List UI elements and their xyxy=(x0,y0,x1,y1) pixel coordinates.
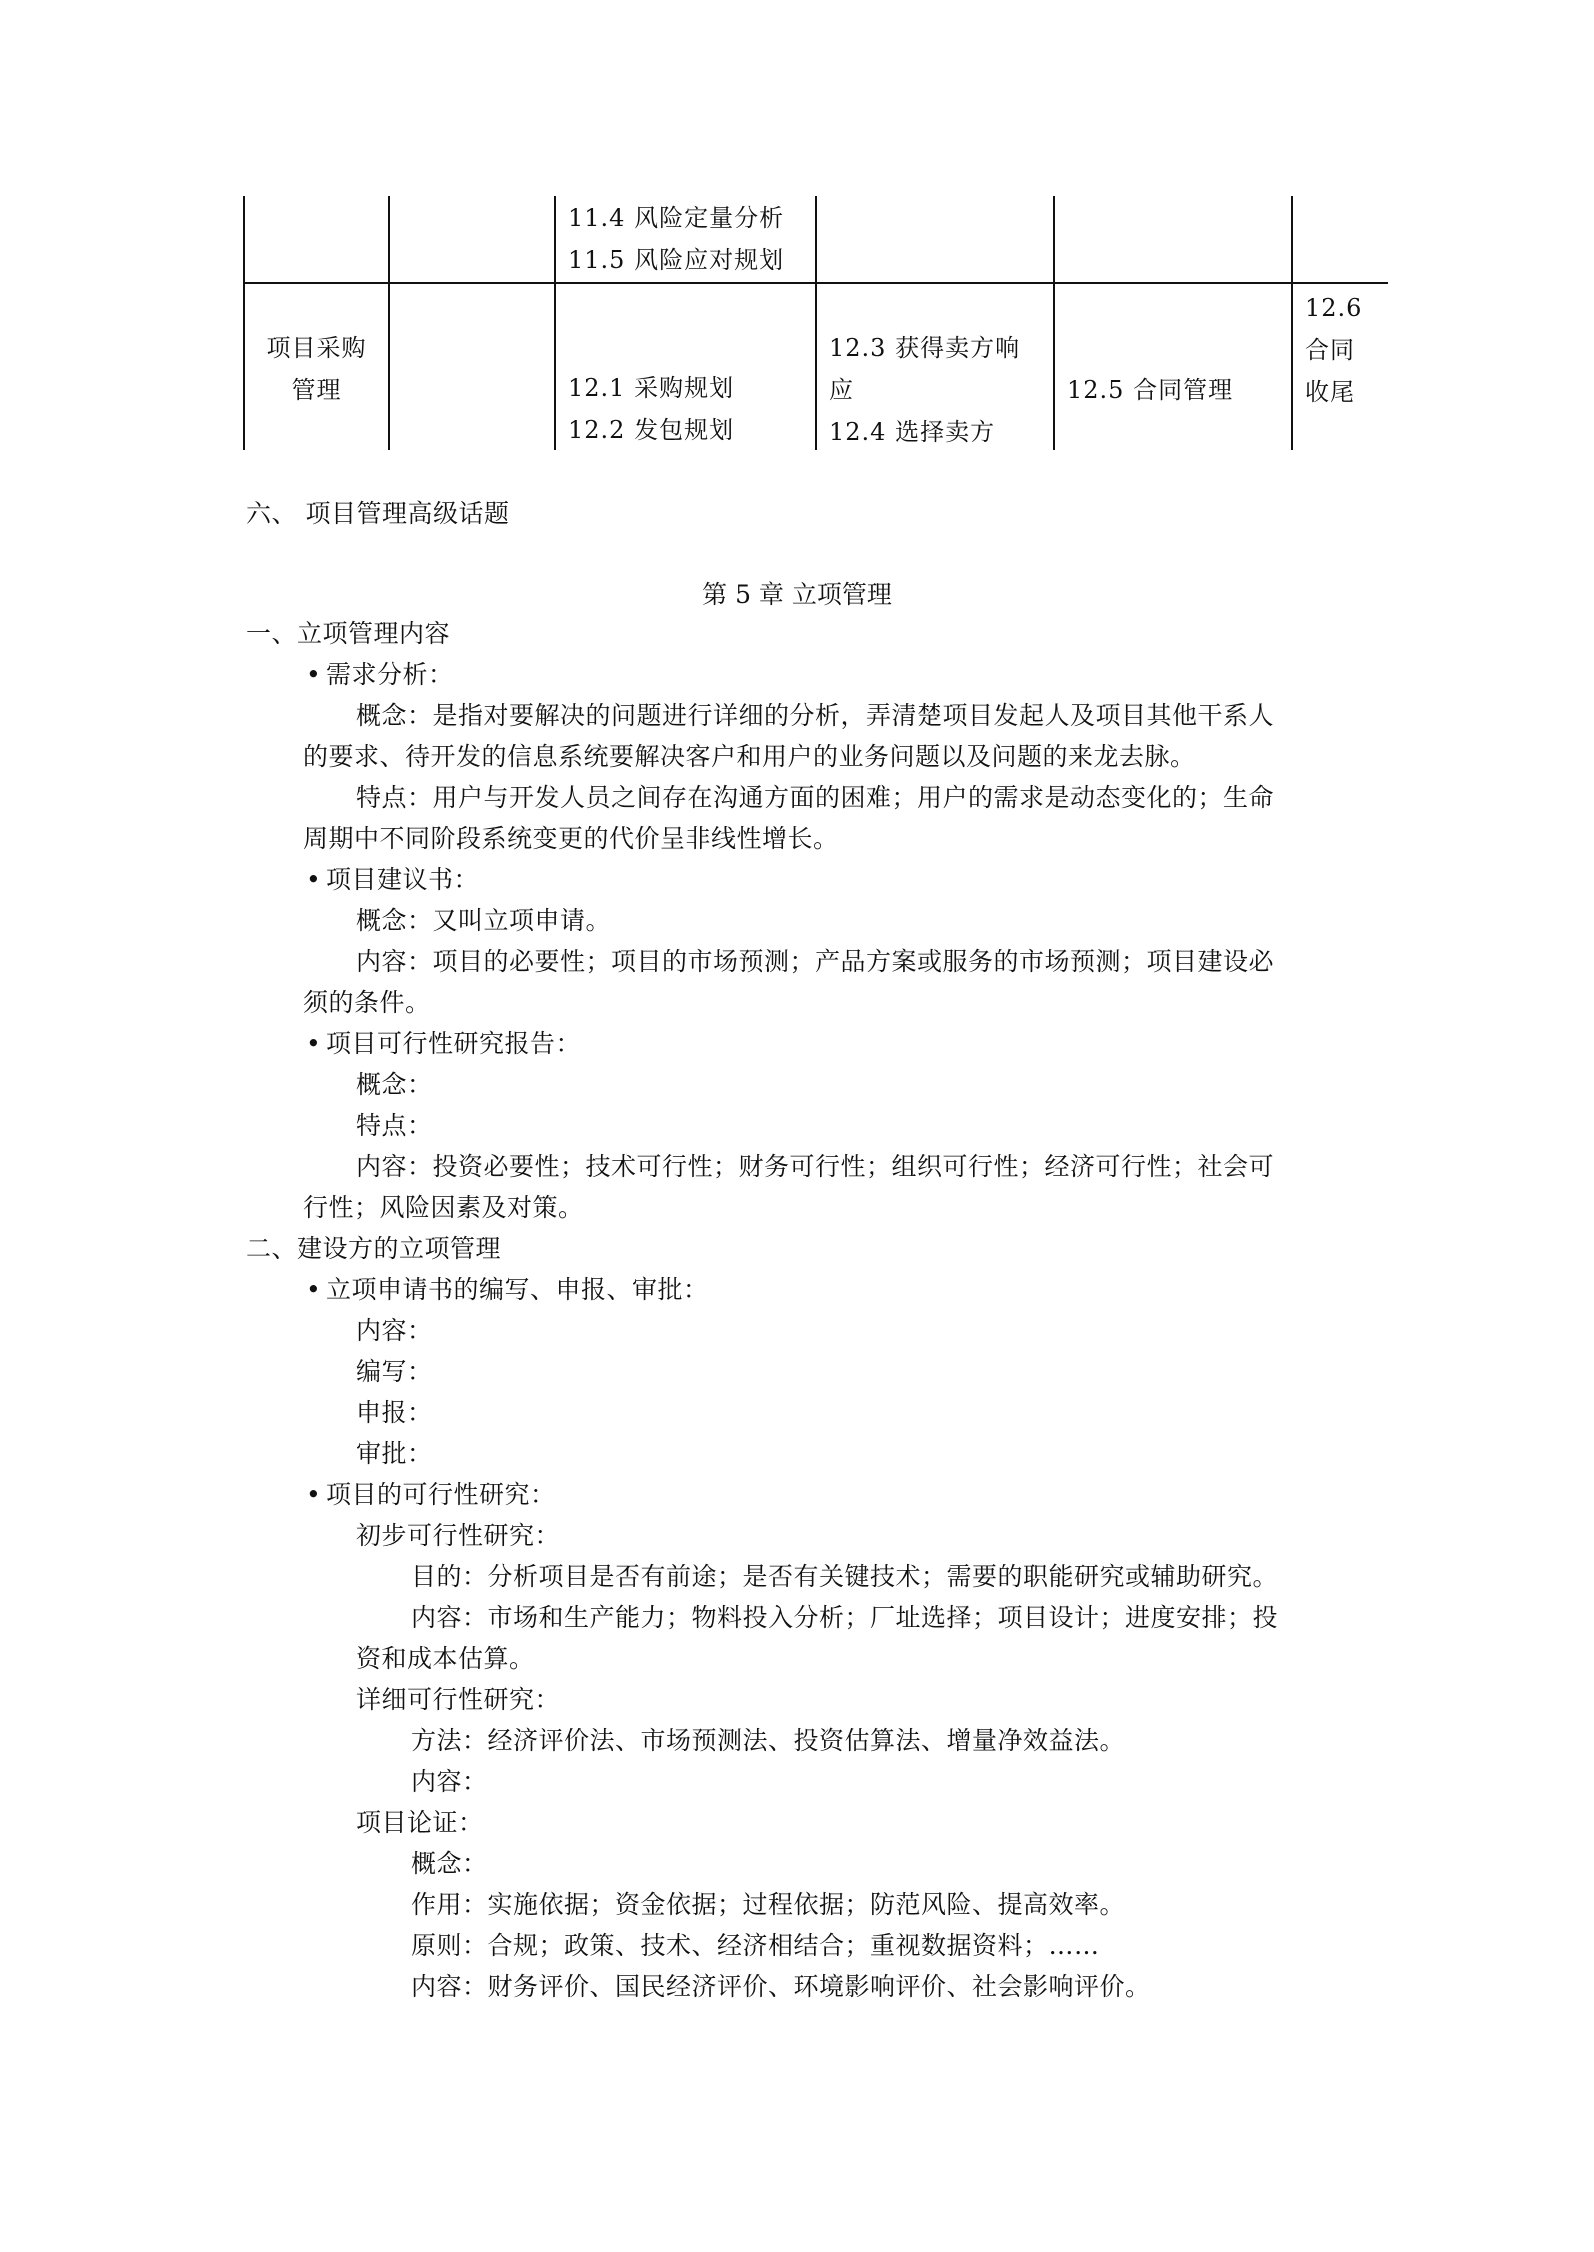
paragraph-line: 概念：又叫立项申请。 xyxy=(356,906,612,935)
cell-line: 应 xyxy=(829,376,854,404)
bullet-item: • 项目可行性研究报告： xyxy=(306,1023,581,1064)
table-border xyxy=(1291,196,1293,450)
cell-line: 12.6 xyxy=(1305,294,1363,322)
paragraph-line: 概念： xyxy=(411,1849,488,1878)
cell-line: 项目采购 xyxy=(266,334,367,362)
table-row-divider xyxy=(243,282,1388,284)
paragraph-line: 申报： xyxy=(356,1398,433,1427)
paragraph-line: 特点：用户与开发人员之间存在沟通方面的困难；用户的需求是动态变化的；生命 xyxy=(356,783,1275,812)
cell-line: 11.4 风险定量分析 xyxy=(568,204,785,232)
paragraph-line: 详细可行性研究： xyxy=(356,1685,561,1714)
paragraph-line: 内容：投资必要性；技术可行性；财务可行性；组织可行性；经济可行性；社会可 xyxy=(356,1152,1275,1181)
table-border xyxy=(388,196,390,450)
paragraph-line: 内容：项目的必要性；项目的市场预测；产品方案或服务的市场预测；项目建设必 xyxy=(356,947,1275,976)
table-cell xyxy=(245,327,388,411)
chapter-title: 第 5 章 立项管理 xyxy=(702,580,892,609)
table-cell xyxy=(1067,369,1233,411)
paragraph-line: 的要求、待开发的信息系统要解决客户和用户的业务问题以及问题的来龙去脉。 xyxy=(303,742,1196,771)
paragraph-line: 作用：实施依据；资金依据；过程依据；防范风险、提高效率。 xyxy=(411,1890,1126,1919)
section-heading: 六、 项目管理高级话题 xyxy=(246,499,510,528)
cell-line: 11.5 风险应对规划 xyxy=(568,246,785,274)
paragraph-line: 内容： xyxy=(356,1316,433,1345)
section-heading: 二、建设方的立项管理 xyxy=(246,1234,502,1263)
cell-line: 12.2 发包规划 xyxy=(568,416,735,444)
paragraph-line: 须的条件。 xyxy=(303,988,431,1017)
table-cell xyxy=(1305,287,1362,413)
table-border xyxy=(1053,196,1055,450)
paragraph-line: 周期中不同阶段系统变更的代价呈非线性增长。 xyxy=(303,824,839,853)
cell-line: 合同 xyxy=(1305,336,1355,364)
cell-line: 12.1 采购规划 xyxy=(568,374,735,402)
bullet-item: • 项目的可行性研究： xyxy=(306,1474,556,1515)
paragraph-line: 原则：合规；政策、技术、经济相结合；重视数据资料；…… xyxy=(411,1931,1100,1960)
bullet-item: • 项目建议书： xyxy=(306,859,479,900)
table-cell xyxy=(568,197,784,281)
paragraph-line: 内容： xyxy=(411,1767,488,1796)
table-border xyxy=(243,196,245,450)
paragraph-line: 编写： xyxy=(356,1357,433,1386)
bullet-item: • 立项申请书的编写、申报、审批： xyxy=(306,1269,709,1310)
paragraph-line: 行性；风险因素及对策。 xyxy=(303,1193,584,1222)
cell-line: 12.5 合同管理 xyxy=(1067,376,1234,404)
paragraph-line: 项目论证： xyxy=(356,1808,484,1837)
cell-line: 收尾 xyxy=(1305,378,1355,406)
paragraph-line: 内容：市场和生产能力；物料投入分析；厂址选择；项目设计；进度安排；投 xyxy=(411,1603,1279,1632)
paragraph-line: 概念： xyxy=(356,1070,433,1099)
table-cell xyxy=(829,327,1020,453)
paragraph-line: 内容：财务评价、国民经济评价、环境影响评价、社会影响评价。 xyxy=(411,1972,1151,2001)
paragraph-line: 初步可行性研究： xyxy=(356,1521,561,1550)
paragraph-line: 特点： xyxy=(356,1111,433,1140)
paragraph-line: 概念：是指对要解决的问题进行详细的分析，弄清楚项目发起人及项目其他干系人 xyxy=(356,701,1275,730)
paragraph-line: 资和成本估算。 xyxy=(356,1644,535,1673)
paragraph-line: 方法：经济评价法、市场预测法、投资估算法、增量净效益法。 xyxy=(411,1726,1126,1755)
table-border xyxy=(554,196,556,450)
table-border xyxy=(815,196,817,450)
section-heading: 一、立项管理内容 xyxy=(246,619,451,648)
cell-line: 12.4 选择卖方 xyxy=(829,418,996,446)
paragraph-line: 审批： xyxy=(356,1439,433,1468)
bullet-item: • 需求分析： xyxy=(306,654,454,695)
cell-line: 管理 xyxy=(291,376,342,404)
cell-line: 12.3 获得卖方响 xyxy=(829,334,1021,362)
table-cell xyxy=(568,367,734,451)
paragraph-line: 目的：分析项目是否有前途；是否有关键技术；需要的职能研究或辅助研究。 xyxy=(411,1562,1279,1591)
